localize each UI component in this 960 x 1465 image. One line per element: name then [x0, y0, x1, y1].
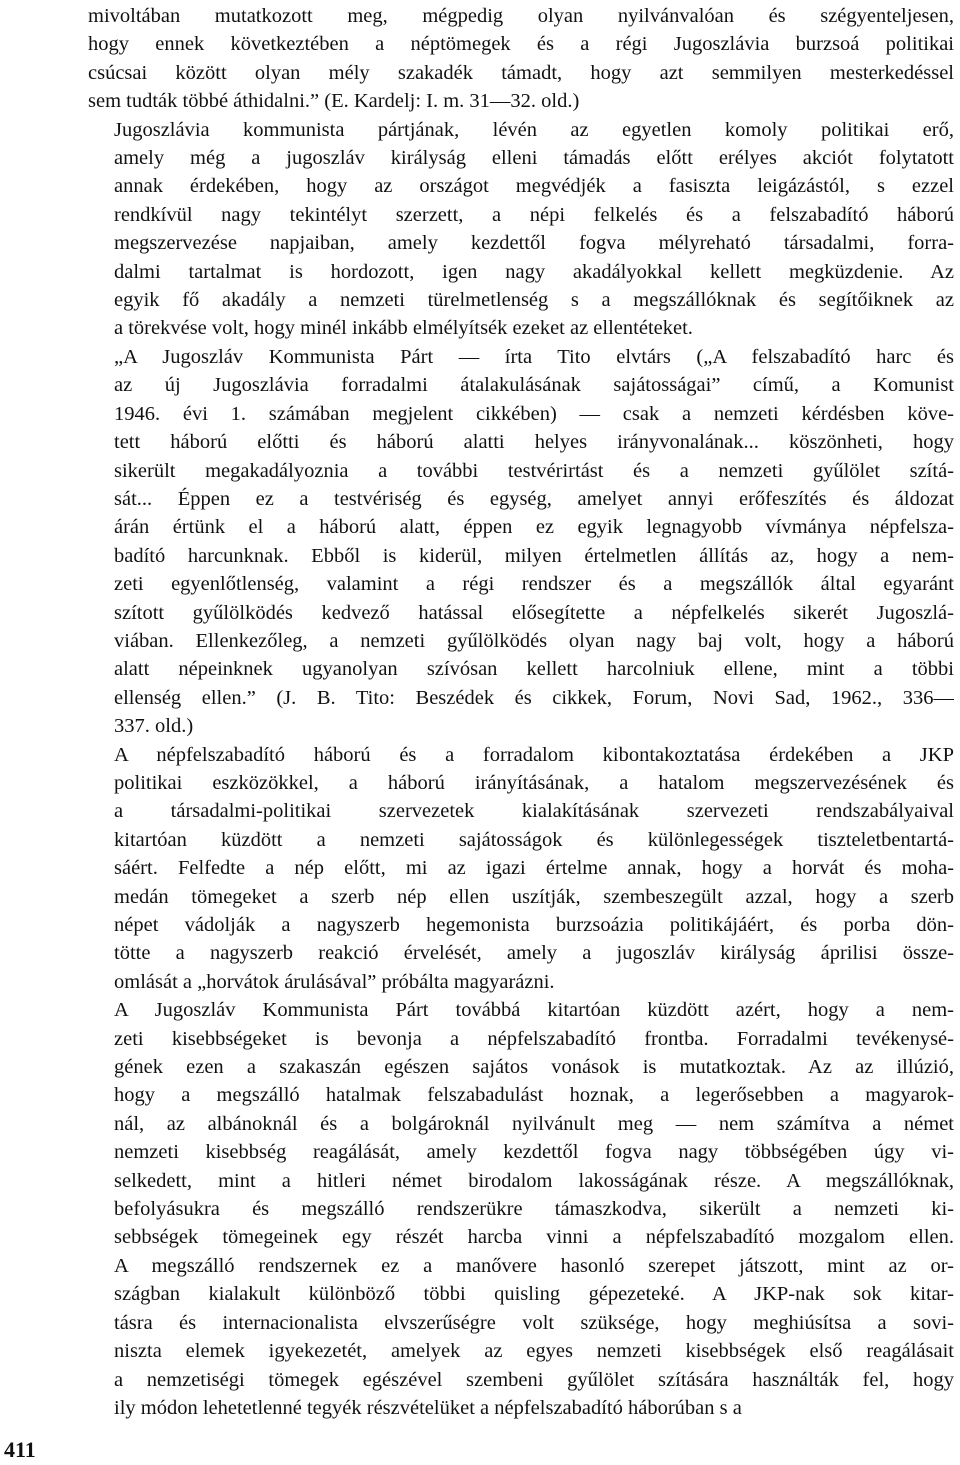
- text-line: gének ezen a szakaszán egészen sajátos vonások is mutatkoztak. Az az illúzió,: [114, 1056, 954, 1079]
- text-line: politikai eszközökkel, a háború irányításának, a hatalom megszervezésének és: [114, 771, 954, 794]
- paragraph: [88, 2, 954, 116]
- text-line: nemzeti kisebbség reagálását, amely kezdettől fogva nagy többségében úgy vi-: [114, 1141, 954, 1164]
- text-line: befolyásukra és megszálló rendszerükre támaszkodva, sikerült a nemzeti ki-: [114, 1198, 954, 1221]
- text-line: Jugoszlávia kommunista pártjának, lévén az egyetlen komoly politikai erő,: [114, 118, 954, 141]
- paragraph: [88, 741, 954, 997]
- text-line: szágban kialakult különböző többi quisling gépezeteké. A JKP-nak sok kitar-: [114, 1283, 954, 1306]
- text-line: árán értünk el a háború alatt, éppen ez egyik legnagyobb vívmánya népfelsza-: [114, 516, 954, 539]
- text-line: alatt népeinknek ugyanolyan szívósan kellett harcolniuk ellene, mint a többi: [114, 658, 954, 681]
- text-line: tásra és internacionalista elvszerűségre volt szüksége, hogy meghiúsítsa a sovi-: [114, 1311, 954, 1334]
- text-line: amely még a jugoszláv királyság elleni támadás előtt erélyes akciót folytatott: [114, 147, 954, 170]
- text-line: ily módon lehetetlenné tegyék részvételüket a népfelszabadító háborúban s a: [114, 1396, 742, 1419]
- page-number: 411: [4, 1437, 36, 1462]
- text-line: a társadalmi-politikai szervezetek kialakításának szervezeti rendszabályaival: [114, 800, 954, 823]
- text-line: viában. Ellenkezőleg, a nemzeti gyűlölködés olyan nagy baj volt, hogy a háború: [114, 629, 954, 652]
- text-line: 337. old.): [114, 715, 194, 738]
- text-line: kitartóan küzdött a nemzeti sajátosságok és különlegességek tiszteletbentartá-: [114, 828, 954, 851]
- text-line: zeti egyenlőtlenség, valamint a régi rendszer és a megszállók által egyaránt: [114, 573, 954, 596]
- text-line: egyik fő akadály a nemzeti türelmetlenség s a megszállóknak és segítőiknek az: [114, 289, 954, 312]
- text-line: hogy ennek következtében a néptömegek és a régi Jugoszlávia burzsoá politikai: [88, 33, 954, 56]
- text-line: sebbségek tömegeinek egy részét harcba vinni a népfelszabadító mozgalom ellen.: [114, 1226, 954, 1249]
- text-line: niszta elemek igyekezetét, amelyek az egyes nemzeti kisebbségek első reagálásait: [114, 1340, 954, 1363]
- paragraph: [88, 343, 954, 741]
- text-line: tett háború előtti és háború alatti helyes irányvonalának... köszönheti, hogy: [114, 431, 954, 454]
- text-line: népet vádolják a nagyszerb hegemonista burzsoázia politikájáért, és porba dön-: [114, 914, 954, 936]
- text-line: zeti kisebbségeket is bevonja a népfelszabadító frontba. Forradalmi tevékenysé-: [114, 1027, 954, 1050]
- text-line: hogy a megszálló hatalmak felszabadulást hoznak, a legerősebben a magyarok-: [114, 1084, 954, 1107]
- text-line: sát... Éppen ez a testvériség és egység, amelyet annyi erőfeszítés és áldozat: [114, 487, 954, 510]
- text-line: a törekvése volt, hogy minél inkább elmélyítsék ezeket az ellentéteket.: [114, 317, 693, 340]
- text-line: rendkívül nagy tekintélyt szerzett, a népi felkelés és a felszabadító háború: [114, 203, 954, 226]
- text-line: „A Jugoszláv Kommunista Párt — írta Tito elvtárs („A felszabadító harc és: [114, 345, 954, 368]
- text-line: a nemzetiségi tömegek egészével szembeni gyűlölet szítására használták fel, hogy: [114, 1368, 954, 1391]
- text-line: annak érdekében, hogy az országot megvédjék a fasiszta leigázástól, s ezzel: [114, 175, 954, 198]
- text-line: omlását a „horvátok árulásával” próbálta magyarázni.: [114, 970, 555, 993]
- text-line: tötte a nagyszerb reakció érvelését, amely a jugoszláv királyság áprilisi össze-: [114, 942, 954, 965]
- text-line: A megszálló rendszernek ez a manővere hasonló szerepet játszott, mint az or-: [114, 1254, 954, 1277]
- body-text: [88, 2, 954, 1422]
- text-line: sikerült megakadályoznia a további testvérirtást és a nemzeti gyűlölet szítá-: [114, 459, 954, 482]
- text-line: sáért. Felfedte a nép előtt, mi az igazi értelme annak, hogy a horvát és moha-: [114, 857, 954, 880]
- text-line: sem tudták többé áthidalni.” (E. Kardelj: I. m. 31—32. old.): [88, 90, 580, 113]
- text-line: 1946. évi 1. számában megjelent cikkében) — csak a nemzeti kérdésben köve-: [114, 402, 954, 425]
- text-line: badító harcunknak. Ebből is kiderül, milyen értelmetlen állítás az, hogy a nem-: [114, 544, 954, 567]
- text-line: A Jugoszláv Kommunista Párt továbbá kitartóan küzdött azért, hogy a nem-: [114, 999, 954, 1022]
- text-line: az új Jugoszlávia forradalmi átalakulásának sajátosságai” című, a Komunist: [114, 374, 954, 397]
- paragraph: [88, 996, 954, 1422]
- paragraph: [88, 116, 954, 343]
- text-line: nál, az albánoknál és a bolgároknál nyilvánult meg — nem számítva a német: [114, 1112, 954, 1135]
- text-line: medán tömegeket a szerb nép ellen uszítják, szembeszegült azzal, hogy a szerb: [114, 885, 954, 908]
- text-line: selkedett, mint a hitleri német birodalom lakosságának része. A megszállóknak,: [114, 1169, 954, 1192]
- text-line: A népfelszabadító háború és a forradalom kibontakoztatása érdekében a JKP: [114, 743, 954, 766]
- text-line: megszervezése napjaiban, amely kezdettől fogva mélyreható társadalmi, forra-: [114, 232, 954, 255]
- text-line: ellenség ellen.” (J. B. Tito: Beszédek és cikkek, Forum, Novi Sad, 1962., 336—: [114, 686, 954, 709]
- text-line: csúcsai között olyan mély szakadék támadt, hogy azt semmilyen mesterkedéssel: [88, 61, 954, 84]
- text-line: mivoltában mutatkozott meg, mégpedig olyan nyilvánvalóan és szégyenteljesen,: [88, 5, 954, 27]
- text-line: dalmi tartalmat is hordozott, igen nagy akadályokkal kellett megküzdenie. Az: [114, 260, 954, 283]
- text-line: szított gyűlölködés kedvező hatással elősegítette a népfelkelés sikerét Jugoszlá-: [114, 601, 954, 624]
